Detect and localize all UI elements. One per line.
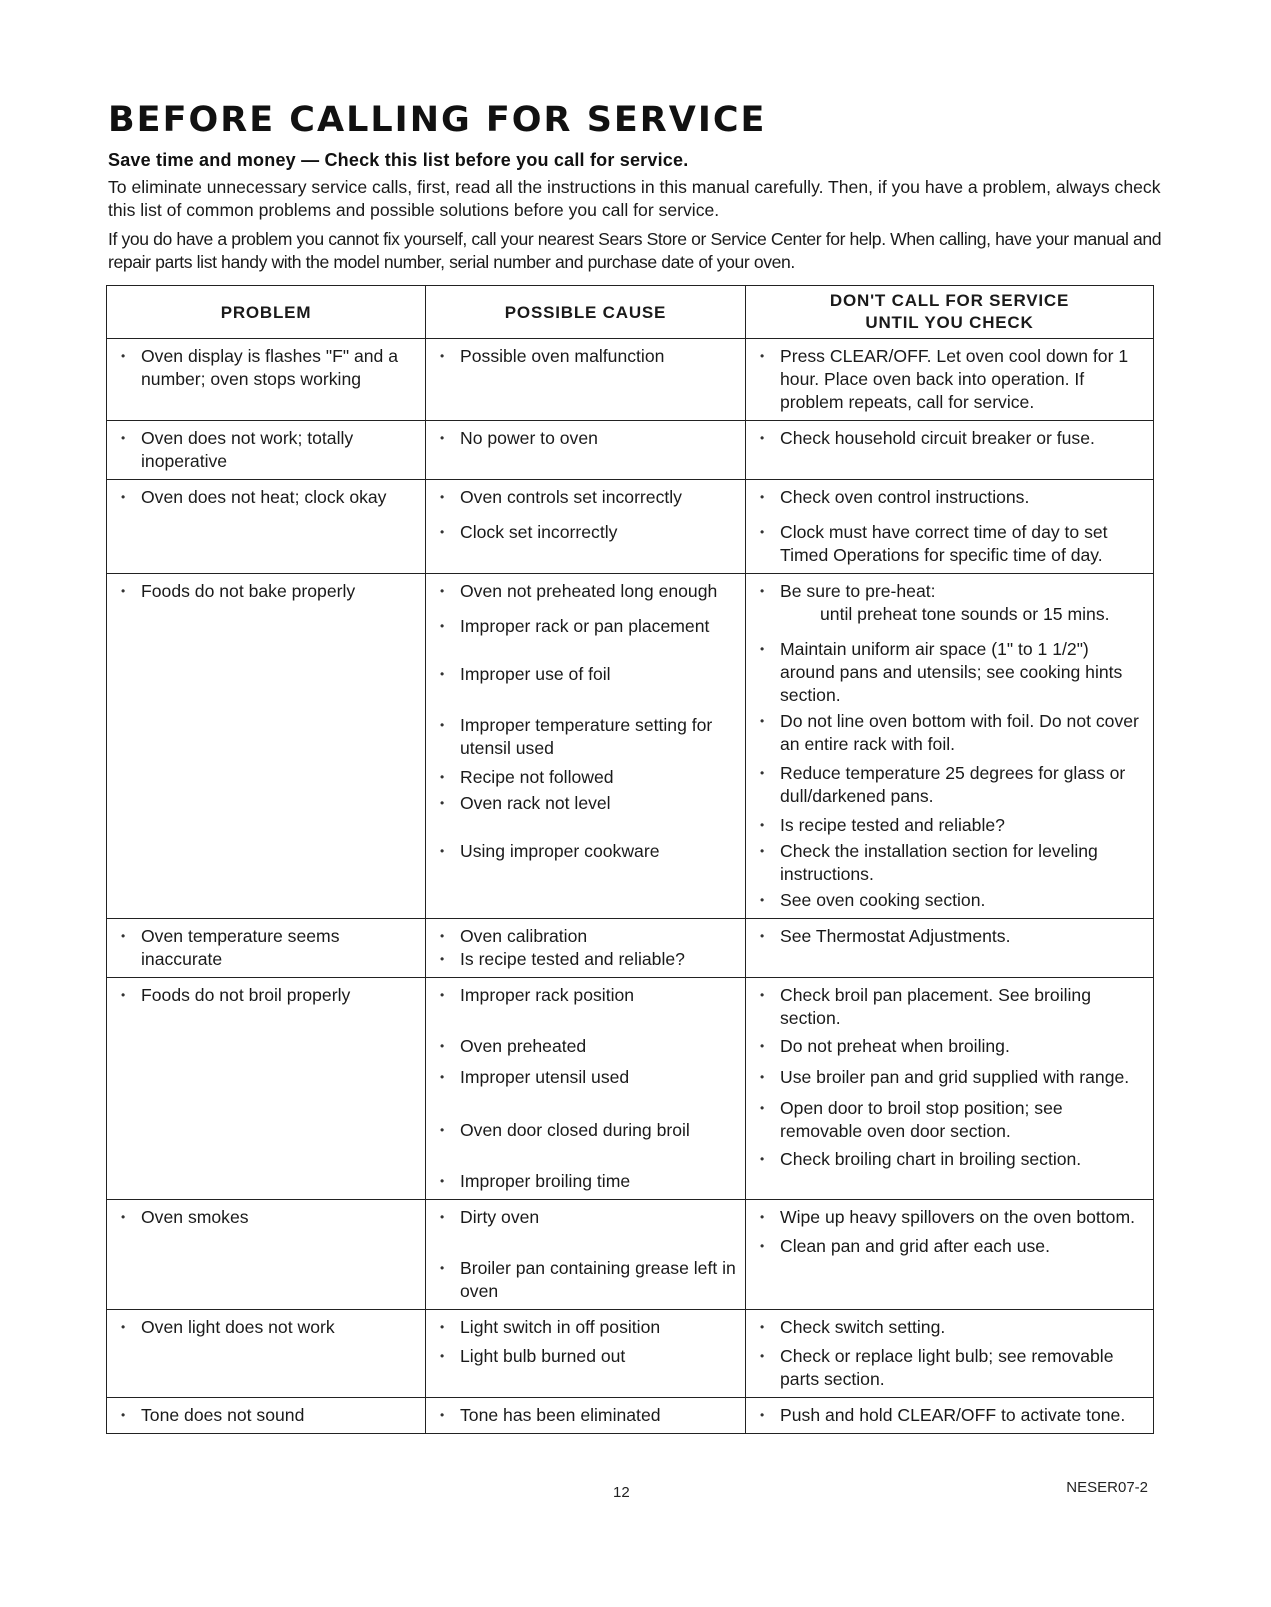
- problem-text: • Oven display is flashes "F" and a number; oven stops working: [119, 345, 419, 391]
- check-text: • Maintain uniform air space (1" to 1 1/2") around pans and utensils; see cooking hints section.: [758, 638, 1147, 707]
- cause-cell: [426, 1398, 746, 1434]
- problem-text: • Oven temperature seems inaccurate: [119, 925, 419, 971]
- document-code: NESER07-2: [1066, 1479, 1148, 1496]
- cause-text: • Improper broiling time: [438, 1170, 739, 1193]
- cause-text: • Improper rack position: [438, 984, 739, 1007]
- problem-text: • Foods do not bake properly: [119, 580, 419, 603]
- cause-text: • Oven not preheated long enough: [438, 580, 739, 603]
- check-text: • Check the installation section for leveling instructions.: [758, 840, 1147, 886]
- cause-text: • Light switch in off position: [438, 1316, 739, 1339]
- cause-text: • No power to oven: [438, 427, 739, 450]
- problem-cell: [107, 978, 426, 1200]
- cause-text: • Recipe not followed: [438, 766, 739, 789]
- check-text: • Check broil pan placement. See broiling section.: [758, 984, 1147, 1030]
- cause-text: • Possible oven malfunction: [438, 345, 739, 368]
- header-dont-call-check: [746, 286, 1154, 339]
- problem-cell: [107, 919, 426, 978]
- page-subtitle: Save time and money — Check this list before you call for service.: [108, 150, 689, 170]
- check-cell: [746, 978, 1154, 1200]
- table-row: [107, 1310, 1154, 1398]
- cause-text: • Clock set incorrectly: [438, 521, 739, 544]
- problem-cell: [107, 480, 426, 574]
- check-text: • See oven cooking section.: [758, 889, 1147, 912]
- cause-cell: [426, 480, 746, 574]
- page-title: BEFORE CALLING FOR SERVICE: [108, 100, 767, 140]
- cause-text: • Oven controls set incorrectly: [438, 486, 739, 509]
- check-text: • Use broiler pan and grid supplied with range.: [758, 1066, 1147, 1089]
- cause-text: • Is recipe tested and reliable?: [438, 948, 739, 971]
- header-dont-call-check-text: DON'T CALL FOR SERVICE UNTIL YOU CHECK: [829, 291, 1070, 332]
- header-possible-cause: POSSIBLE CAUSE: [426, 286, 746, 339]
- problem-cell: [107, 574, 426, 919]
- problem-text: • Oven light does not work: [119, 1316, 419, 1339]
- table-row: [107, 1200, 1154, 1310]
- cause-cell: [426, 919, 746, 978]
- table-row: [107, 421, 1154, 480]
- cause-text: • Dirty oven: [438, 1206, 739, 1229]
- troubleshooting-table: [106, 285, 1154, 1434]
- cause-text: • Broiler pan containing grease left in oven: [438, 1257, 739, 1303]
- check-text: • Be sure to pre-heat:: [758, 580, 1147, 603]
- table-header-row: [107, 286, 1154, 339]
- check-text: • Is recipe tested and reliable?: [758, 814, 1147, 837]
- check-text: • Push and hold CLEAR/OFF to activate tone.: [758, 1404, 1147, 1427]
- check-text: until preheat tone sounds or 15 mins.: [820, 604, 1110, 624]
- cause-cell: [426, 339, 746, 421]
- check-text: • Reduce temperature 25 degrees for glass or dull/darkened pans.: [758, 762, 1147, 808]
- check-cell: [746, 574, 1154, 919]
- cause-text: • Improper temperature setting for utensil used: [438, 714, 739, 760]
- cause-text: • Improper use of foil: [438, 663, 739, 686]
- check-text: • Open door to broil stop position; see removable oven door section.: [758, 1097, 1147, 1143]
- check-text: • Clock must have correct time of day to set Timed Operations for specific time of day.: [758, 521, 1147, 567]
- problem-text: • Foods do not broil properly: [119, 984, 419, 1007]
- cause-cell: [426, 574, 746, 919]
- check-cell: [746, 480, 1154, 574]
- table-row: [107, 1398, 1154, 1434]
- problem-text: • Oven smokes: [119, 1206, 419, 1229]
- cause-text: • Improper rack or pan placement: [438, 615, 739, 638]
- check-text: • Check household circuit breaker or fuse.: [758, 427, 1147, 450]
- table-row: [107, 978, 1154, 1200]
- problem-cell: [107, 1398, 426, 1434]
- check-text: • Do not line oven bottom with foil. Do not cover an entire rack with foil.: [758, 710, 1147, 756]
- check-text: • See Thermostat Adjustments.: [758, 925, 1147, 948]
- check-cell: [746, 1310, 1154, 1398]
- cause-cell: [426, 1310, 746, 1398]
- check-text: • Check oven control instructions.: [758, 486, 1147, 509]
- cause-cell: [426, 1200, 746, 1310]
- check-cell: [746, 1200, 1154, 1310]
- cause-text: • Tone has been eliminated: [438, 1404, 739, 1427]
- table-row: [107, 574, 1154, 919]
- cause-text: • Oven door closed during broil: [438, 1119, 739, 1142]
- cause-cell: [426, 421, 746, 480]
- check-cell: [746, 919, 1154, 978]
- check-text: • Clean pan and grid after each use.: [758, 1235, 1147, 1258]
- check-text: • Press CLEAR/OFF. Let oven cool down for 1 hour. Place oven back into operation. If problem repeats, call for service.: [758, 345, 1147, 414]
- check-text: • Do not preheat when broiling.: [758, 1035, 1147, 1058]
- cause-text: • Oven preheated: [438, 1035, 739, 1058]
- check-cell: [746, 1398, 1154, 1434]
- check-cell: [746, 421, 1154, 480]
- check-text: • Check or replace light bulb; see removable parts section.: [758, 1345, 1147, 1391]
- problem-cell: [107, 421, 426, 480]
- header-problem: PROBLEM: [107, 286, 426, 339]
- intro-paragraph-2: If you do have a problem you cannot fix yourself, call your nearest Sears Store or Service Center for help. When calling, have your manual and repair parts list handy with the model number, serial number and purchase date of your oven.: [108, 229, 1162, 272]
- table-row: [107, 339, 1154, 421]
- check-text: • Check broiling chart in broiling section.: [758, 1148, 1147, 1171]
- table-row: [107, 919, 1154, 978]
- intro-paragraph-1: To eliminate unnecessary service calls, first, read all the instructions in this manual carefully. Then, if you have a problem, always check this list of common problems and possible solutions before you call for service.: [108, 177, 1161, 220]
- cause-text: • Using improper cookware: [438, 840, 739, 863]
- cause-text: • Light bulb burned out: [438, 1345, 739, 1368]
- problem-cell: [107, 1200, 426, 1310]
- problem-text: • Tone does not sound: [119, 1404, 419, 1427]
- problem-text: • Oven does not work; totally inoperative: [119, 427, 419, 473]
- cause-text: • Oven calibration: [438, 925, 739, 948]
- cause-text: • Improper utensil used: [438, 1066, 739, 1089]
- problem-cell: [107, 1310, 426, 1398]
- check-text: • Wipe up heavy spillovers on the oven bottom.: [758, 1206, 1147, 1229]
- check-text: • Check switch setting.: [758, 1316, 1147, 1339]
- check-cell: [746, 339, 1154, 421]
- cause-cell: [426, 978, 746, 1200]
- problem-text: • Oven does not heat; clock okay: [119, 486, 419, 509]
- cause-text: • Oven rack not level: [438, 792, 739, 815]
- page-number: 12: [613, 1484, 630, 1501]
- problem-cell: [107, 339, 426, 421]
- table-row: [107, 480, 1154, 574]
